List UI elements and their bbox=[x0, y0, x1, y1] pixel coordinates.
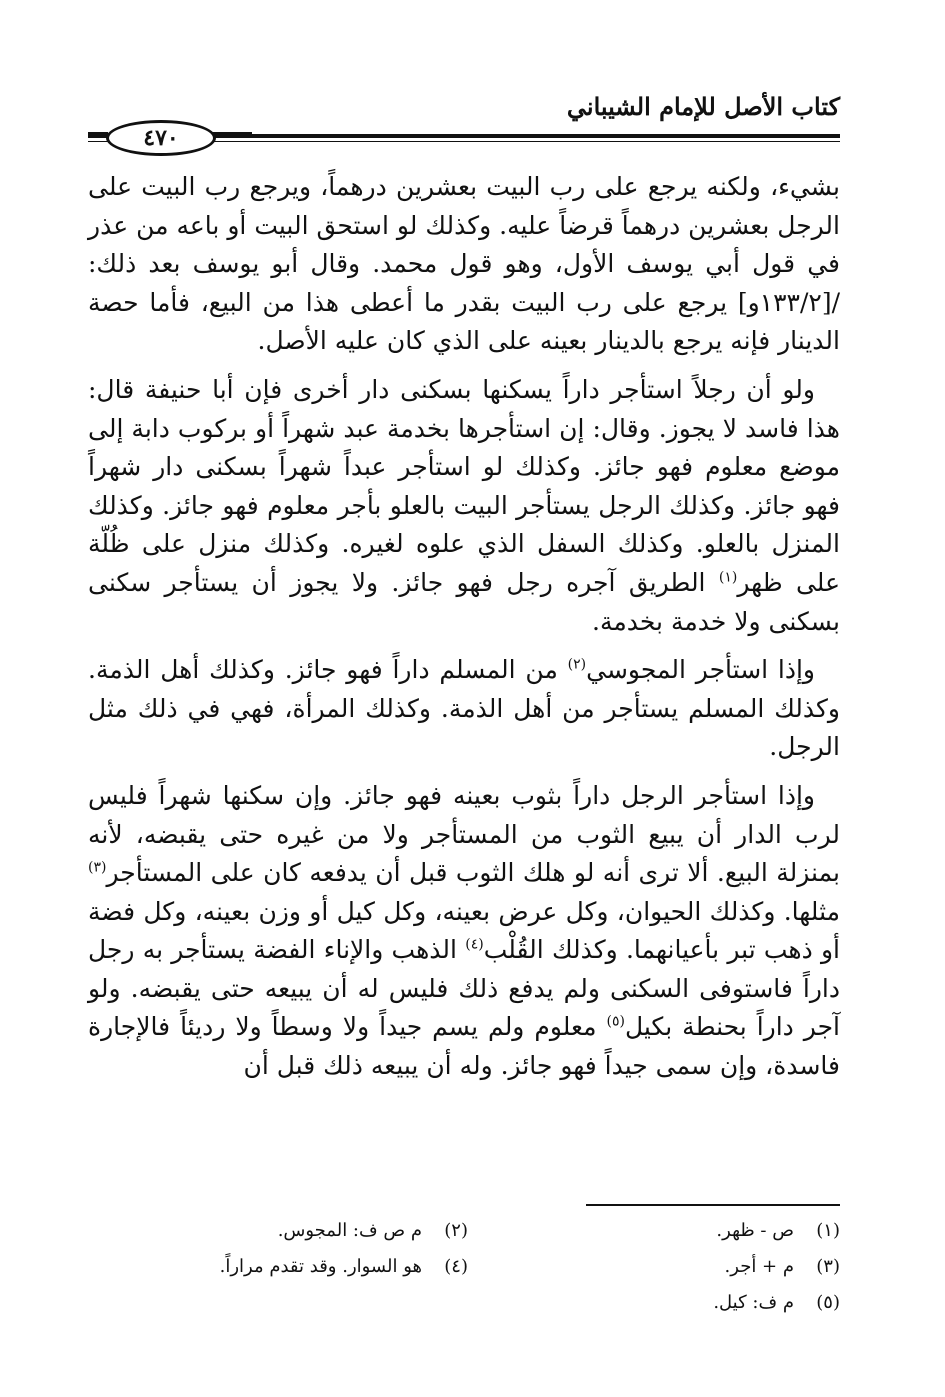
text-line: شهراً فهو جائز. وكذلك الرجل يستأجر البيت بالعلو بأجر معلوم فهو جائز. bbox=[88, 452, 840, 520]
text-line: دابة إلى موضع معلوم فهو جائز. وكذلك لو استأجر عبداً شهراً بسكنى دار bbox=[88, 413, 841, 482]
footnote-number: (٤) bbox=[444, 1256, 468, 1277]
footnote-1 bbox=[716, 1216, 840, 1246]
text-line: بشيء، ولكنه يرجع على رب البيت بعشرين درهماً، ويرجع رب البيت على bbox=[88, 172, 840, 201]
footnote-number: (١) bbox=[816, 1220, 840, 1241]
page-number: ٤٧٠ bbox=[143, 125, 179, 151]
footnote-5 bbox=[713, 1288, 840, 1318]
text-line: مثل الرجل. bbox=[88, 693, 840, 762]
badge-ornament-right bbox=[212, 132, 252, 135]
footnote-number: (٥) bbox=[816, 1292, 840, 1313]
footnote-ref-4[interactable]: (٤) bbox=[465, 936, 484, 953]
text-line: الرجل بعشرين درهماً قرضاً عليه. وكذلك لو استحق البيت أو باعه من عذر bbox=[88, 210, 840, 240]
text-line: /[١٣٣/٢و] يرجع على رب البيت بقدر ما أعطى هذا من البيع، فأما حصة bbox=[88, 287, 840, 317]
footnote-ref-1[interactable]: (١) bbox=[718, 569, 738, 586]
text-line: بسكنى ولا خدمة بخدمة. bbox=[592, 606, 840, 636]
paragraph-1 bbox=[88, 168, 840, 361]
text-line: الذمة. وكذلك المسلم يستأجر من أهل الذمة. وكذلك المرأة، فهي في ذلك bbox=[88, 655, 840, 723]
paragraph-3 bbox=[88, 651, 840, 767]
running-title: كتاب الأصل للإمام الشيباني bbox=[566, 92, 840, 121]
text-line: به رجل داراً فاستوفى السكنى ولم يدفع ذلك فليس له أن يبيعه حتى يقبضه. bbox=[88, 935, 840, 1003]
text-line: وإذا استأجر المجوسي bbox=[586, 655, 815, 685]
text-line: الدينار فإنه يرجع بالدينار بعينه على الذي كان عليه الأصل. bbox=[257, 326, 840, 356]
text-line: معلوم ولم يسم جيداً ولا وسطاً ولا رديئاً bbox=[180, 1012, 597, 1042]
body-text bbox=[88, 168, 840, 1086]
paragraph-4 bbox=[88, 777, 840, 1086]
paragraph-2 bbox=[88, 371, 840, 641]
footnote-separator bbox=[586, 1204, 840, 1206]
text-line: ولو آجر داراً بحنطة بكيل bbox=[88, 973, 840, 1042]
footnote-ref-5[interactable]: (٥) bbox=[606, 1014, 625, 1031]
badge-ornament-left bbox=[88, 132, 108, 135]
text-line: وكذلك المنزل بالعلو. وكذلك السفل الذي علوه لغيره. وكذلك منزل على bbox=[88, 490, 840, 559]
footnote-3 bbox=[725, 1252, 840, 1282]
text-line: الطريق آجره رجل فهو جائز. ولا يجوز أن يستأجر سكنى bbox=[88, 567, 706, 597]
text-line: ظُلّة على ظهر bbox=[88, 529, 840, 597]
text-line: لرب الدار أن يبيع الثوب من المستأجر ولا من غيره حتى يقبضه، لأنه bbox=[88, 819, 840, 849]
footnote-text: م ف: كيل. bbox=[713, 1292, 794, 1313]
text-line: وإذا استأجر الرجل داراً بثوب بعينه فهو جائز. وإن سكنها شهراً فليس bbox=[88, 780, 815, 810]
footnotes bbox=[88, 1216, 840, 1326]
footnote-text: م + أجر. bbox=[724, 1256, 794, 1277]
text-line: مثلها. وكذلك الحيوان، وكل عرض بعينه، وكل كيل أو وزن بعينه، وكل bbox=[143, 896, 841, 926]
text-line: من المسلم داراً فهو جائز. وكذلك أهل bbox=[160, 655, 558, 685]
footnote-number: (٣) bbox=[816, 1256, 840, 1277]
footnote-text: ص - ظهر. bbox=[716, 1220, 794, 1241]
text-line: بمنزلة البيع. ألا ترى أنه لو هلك الثوب قبل أن يدفعه كان على المستأجر bbox=[106, 858, 840, 888]
footnote-text: هو السوار. وقد تقدم مراراً. bbox=[219, 1256, 422, 1277]
text-line: فضة أو ذهب تبر بأعيانهما. وكذلك القُلْب bbox=[88, 896, 840, 965]
footnote-ref-2[interactable]: (٢) bbox=[567, 656, 587, 673]
footnote-4 bbox=[220, 1252, 468, 1282]
page-header bbox=[88, 92, 840, 152]
footnote-number: (٢) bbox=[444, 1220, 468, 1241]
footnote-2 bbox=[278, 1216, 468, 1246]
text-line: الذهب والإناء الفضة يستأجر bbox=[171, 935, 457, 965]
footnote-text: م ص ف: المجوس. bbox=[277, 1220, 422, 1241]
text-line: في قول أبي يوسف الأول، وهو قول محمد. وقال أبو يوسف بعد ذلك: bbox=[88, 249, 840, 279]
page-number-badge bbox=[106, 120, 216, 156]
text-line: قال: هذا فاسد لا يجوز. وقال: إن استأجرها بخدمة عبد شهراً أو بركوب bbox=[88, 374, 840, 443]
text-line: فالإجارة فاسدة، وإن سمى جيداً فهو جائز. وله أن يبيعه ذلك قبل أن bbox=[88, 1012, 840, 1081]
text-line: ولو أن رجلاً استأجر داراً يسكنها بسكنى دار أخرى فإن أبا حنيفة bbox=[144, 374, 815, 404]
footnote-ref-3[interactable]: (٣) bbox=[88, 859, 107, 876]
